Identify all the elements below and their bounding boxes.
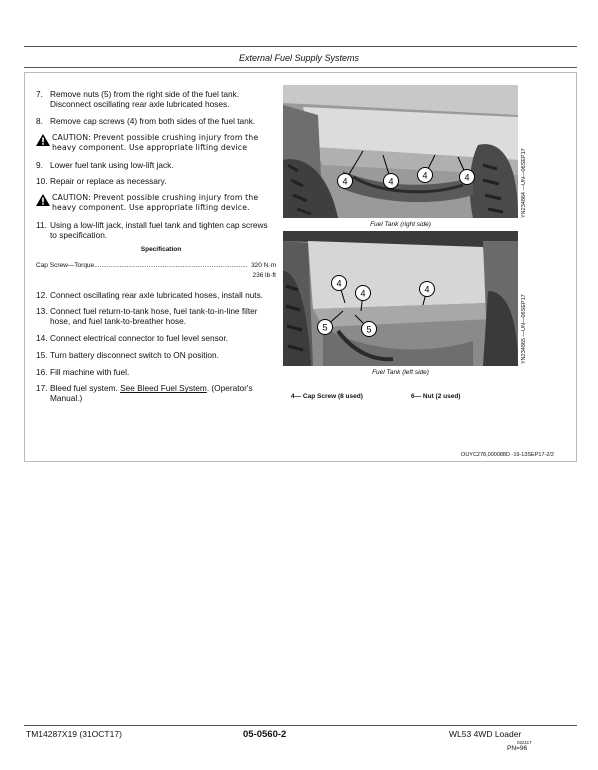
svg-text:5: 5 bbox=[366, 324, 372, 335]
fuel-tank-left-photo bbox=[283, 231, 518, 366]
callout-4 bbox=[418, 168, 433, 183]
document-reference-code: OUYC278,000088D -19-13SEP17-2/2 bbox=[461, 452, 554, 458]
step-text-before: Bleed fuel system. bbox=[50, 383, 121, 394]
caution-notice-1 bbox=[36, 133, 276, 153]
step-text bbox=[50, 383, 276, 403]
spec-value-imperial: 236 lb·ft bbox=[252, 272, 276, 280]
warning-triangle-icon bbox=[36, 134, 52, 149]
step-text-after: . (Operator's Manual.) bbox=[50, 383, 253, 404]
svg-text:4: 4 bbox=[336, 278, 342, 289]
procedure-steps bbox=[36, 89, 276, 410]
step-number: 10. bbox=[36, 176, 48, 187]
footer-product-name: WL53 4WD Loader bbox=[449, 729, 522, 739]
step-8 bbox=[36, 116, 276, 126]
footer-rule bbox=[24, 725, 577, 726]
figure-caption-right: Fuel Tank (right side) bbox=[370, 221, 431, 228]
step-text: Remove nuts (5) from the right side of the fuel tank. Disconnect oscillating rear axle lubricated hoses. bbox=[50, 89, 240, 110]
legend-item-4: 4— Cap Screw (8 used) bbox=[291, 393, 363, 400]
step-text: Repair or replace as necessary. bbox=[50, 176, 167, 187]
footer-page-number: PN=96 bbox=[507, 745, 528, 752]
step-text: Connect electrical connector to fuel level sensor. bbox=[50, 333, 229, 344]
footer-section-page: 05-0560-2 bbox=[243, 729, 287, 740]
svg-text:4: 4 bbox=[464, 172, 470, 183]
footer-manual-id: TM14287X19 (31OCT17) bbox=[26, 729, 122, 739]
callout-4 bbox=[356, 286, 371, 301]
footer-revision-code: 022117 bbox=[517, 740, 532, 745]
step-text: Connect oscillating rear axle lubricated hoses, install nuts. bbox=[50, 289, 264, 300]
bleed-fuel-system-link[interactable]: See Bleed Fuel System bbox=[120, 383, 207, 394]
caution-text: CAUTION: Prevent possible crushing injury from the heavy component. Use appropriate lifting device. bbox=[52, 193, 259, 213]
figure-caption-left: Fuel Tank (left side) bbox=[372, 369, 429, 376]
specification-title: Specification bbox=[140, 245, 182, 253]
step-13 bbox=[36, 306, 276, 326]
svg-text:4: 4 bbox=[424, 284, 430, 295]
step-text: Using a low-lift jack, install fuel tank and tighten cap screws to specification. bbox=[50, 220, 268, 241]
step-number: 15. bbox=[36, 349, 48, 360]
callout-4 bbox=[384, 174, 399, 189]
callout-4 bbox=[460, 170, 475, 185]
spec-label: Cap Screw—Torque bbox=[36, 262, 95, 270]
legend-item-6: 6— Nut (2 used) bbox=[411, 393, 461, 400]
specification-table bbox=[36, 245, 276, 282]
step-9 bbox=[36, 160, 276, 170]
step-7 bbox=[36, 89, 276, 109]
step-number: 8. bbox=[36, 115, 43, 126]
svg-text:5: 5 bbox=[322, 322, 328, 333]
spec-value-metric: 320 N·m bbox=[251, 262, 276, 270]
step-10 bbox=[36, 176, 276, 186]
svg-text:4: 4 bbox=[342, 176, 348, 187]
svg-text:4: 4 bbox=[388, 176, 394, 187]
step-number: 11. bbox=[36, 220, 47, 231]
figure-code-right: YN234864 —UN—06SEP17 bbox=[521, 148, 527, 218]
fuel-tank-right-photo bbox=[283, 85, 518, 218]
callout-5 bbox=[362, 322, 377, 337]
warning-triangle-icon bbox=[36, 194, 52, 209]
callout-4 bbox=[338, 174, 353, 189]
step-16 bbox=[36, 367, 276, 377]
figure-code-left: YN234865 —UN—06SEP17 bbox=[521, 294, 527, 364]
step-number: 16. bbox=[36, 366, 48, 377]
step-number: 13. bbox=[36, 306, 48, 317]
step-17 bbox=[36, 383, 276, 403]
step-text: Remove cap screws (4) from both sides of the fuel tank. bbox=[50, 115, 256, 126]
step-number: 7. bbox=[36, 89, 43, 99]
step-text: Fill machine with fuel. bbox=[50, 366, 130, 377]
spec-row bbox=[36, 271, 276, 281]
step-12 bbox=[36, 290, 276, 300]
step-11 bbox=[36, 220, 276, 240]
step-number: 17. bbox=[36, 383, 48, 394]
step-number: 9. bbox=[36, 159, 43, 170]
step-text: Lower fuel tank using low-lift jack. bbox=[50, 159, 174, 170]
step-number: 12. bbox=[36, 289, 48, 300]
header-rule-bottom bbox=[24, 67, 577, 68]
step-number: 14. bbox=[36, 333, 48, 344]
step-14 bbox=[36, 333, 276, 343]
caution-text: CAUTION: Prevent possible crushing injury from the heavy component. Use appropriate lifting device bbox=[52, 132, 259, 152]
callout-5 bbox=[318, 320, 333, 335]
callout-4 bbox=[332, 276, 347, 291]
step-text: Turn battery disconnect switch to ON position. bbox=[50, 349, 219, 360]
header-rule-top bbox=[24, 46, 577, 47]
page-header-title: External Fuel Supply Systems bbox=[238, 53, 360, 63]
caution-notice-2 bbox=[36, 193, 276, 213]
spec-row: Cap Screw—Torque..................................................................................... 320 N·m bbox=[36, 261, 276, 271]
callout-4 bbox=[420, 282, 435, 297]
svg-text:4: 4 bbox=[360, 288, 366, 299]
svg-text:4: 4 bbox=[422, 170, 428, 181]
step-15 bbox=[36, 350, 276, 360]
step-text: Connect fuel return-to-tank hose, fuel tank-to-in-line filter hose, and fuel tank-to-breather hose. bbox=[50, 306, 258, 327]
